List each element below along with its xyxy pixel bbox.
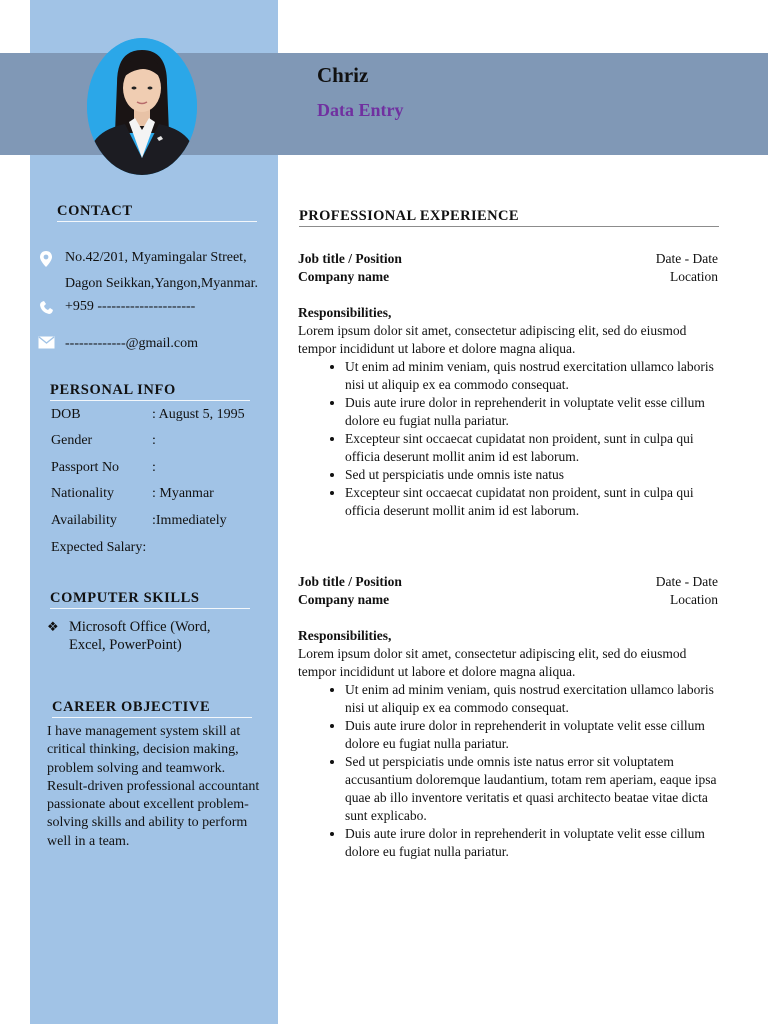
- job-location: Location: [670, 269, 718, 284]
- list-item: • Duis aute irure dolor in reprehenderit in voluptate velit esse cillum dolore eu fugiat nulla pariatur.: [345, 394, 718, 430]
- responsibilities-label: Responsibilities,: [298, 305, 392, 320]
- contact-phone: [38, 299, 195, 320]
- phone-icon: [38, 299, 65, 315]
- skill-item: [47, 618, 239, 654]
- list-item: • Duis aute irure dolor in reprehenderit in voluptate velit esse cillum dolore eu fugiat nulla pariatur.: [345, 717, 718, 753]
- job-title-row: [298, 250, 718, 268]
- job-title: Job title / Position: [298, 574, 402, 589]
- address-line-2: Dagon Seikkan,Yangon,Myanmar.: [65, 276, 259, 291]
- job-entry: [298, 573, 718, 861]
- candidate-name: Chriz: [317, 63, 369, 87]
- info-value: : Myanmar: [152, 486, 214, 501]
- company-row: [298, 268, 718, 286]
- info-row-availability: [51, 513, 227, 529]
- candidate-role: Data Entry: [317, 100, 404, 120]
- profile-photo: [87, 38, 197, 175]
- info-value: :: [152, 433, 156, 448]
- info-label: Availability: [51, 513, 117, 528]
- info-row-dob: [51, 407, 245, 423]
- info-label: Gender: [51, 433, 93, 448]
- job-location: Location: [670, 592, 718, 607]
- list-item: • Sed ut perspiciatis unde omnis iste natus error sit voluptatem accusantium doloremque laudantium, totam rem aperiam, eaque ipsa quae ab illo inventore veritatis et quasi architecto beatae vitae dicta sunt explicabo.: [345, 753, 718, 825]
- job-title: Job title / Position: [298, 251, 402, 266]
- info-label: Expected Salary:: [51, 540, 147, 555]
- info-row-passport: [51, 460, 156, 476]
- list-item: • Duis aute irure dolor in reprehenderit in voluptate velit esse cillum dolore eu fugiat nulla pariatur.: [345, 825, 718, 861]
- career-objective-heading: CAREER OBJECTIVE: [52, 699, 252, 718]
- company-name: Company name: [298, 269, 390, 284]
- email-icon: [38, 336, 65, 349]
- responsibilities-text: Lorem ipsum dolor sit amet, consectetur adipiscing elit, sed do eiusmod tempor incididunt ut labore et dolore magna aliqua.: [298, 323, 687, 356]
- email-text: -------------@gmail.com: [65, 336, 198, 351]
- diamond-bullet-icon: ❖: [47, 619, 59, 634]
- job-dates: Date - Date: [655, 574, 718, 589]
- company-row: [298, 591, 718, 609]
- info-value: :Immediately: [152, 513, 227, 528]
- list-item: • Ut enim ad minim veniam, quis nostrud exercitation ullamco laboris nisi ut aliquip ex ea commodo consequat.: [345, 358, 718, 394]
- info-value: :: [152, 460, 156, 475]
- address-line-1: No.42/201, Myamingalar Street,: [65, 250, 247, 265]
- location-pin-icon: [38, 250, 65, 268]
- company-name: Company name: [298, 592, 390, 607]
- info-label: Passport No: [51, 460, 120, 475]
- info-row-expected-salary: [51, 540, 146, 556]
- list-item: • Ut enim ad minim veniam, quis nostrud exercitation ullamco laboris nisi ut aliquip ex ea commodo consequat.: [345, 681, 718, 717]
- skill-text: Microsoft Office (Word, Excel, PowerPoint): [69, 619, 211, 653]
- computer-skills-heading: COMPUTER SKILLS: [50, 590, 250, 609]
- list-item: • Excepteur sint occaecat cupidatat non proident, sunt in culpa qui officia deserunt mollit anim id est laborum.: [345, 484, 718, 520]
- list-item: • Sed ut perspiciatis unde omnis iste natus: [345, 466, 718, 484]
- contact-heading: CONTACT: [57, 203, 257, 222]
- job-entry: [298, 250, 718, 520]
- professional-experience-heading: PROFESSIONAL EXPERIENCE: [299, 208, 719, 227]
- info-label: Nationality: [51, 486, 114, 501]
- responsibilities-label: Responsibilities,: [298, 628, 392, 643]
- job-dates: Date - Date: [655, 251, 718, 266]
- personal-info-heading: PERSONAL INFO: [50, 382, 250, 401]
- contact-address: [38, 250, 258, 297]
- phone-text: +959 ---------------------: [65, 299, 196, 314]
- list-item: • Excepteur sint occaecat cupidatat non proident, sunt in culpa qui officia deserunt mollit anim id est laborum.: [345, 430, 718, 466]
- job-title-row: [298, 573, 718, 591]
- career-objective-text: I have management system skill at critical thinking, decision making, problem solving and teamwork. Result-driven professional accountant passionate about excellent problem-solving skills and ability to perform well in a team.: [47, 724, 260, 849]
- responsibilities-list: [298, 681, 718, 861]
- responsibilities-list: [298, 358, 718, 520]
- info-row-nationality: [51, 486, 214, 502]
- info-value: : August 5, 1995: [152, 407, 245, 422]
- info-label: DOB: [51, 407, 81, 422]
- contact-email: [38, 336, 198, 357]
- info-row-gender: [51, 433, 156, 449]
- responsibilities-text: Lorem ipsum dolor sit amet, consectetur adipiscing elit, sed do eiusmod tempor incididunt ut labore et dolore magna aliqua.: [298, 646, 687, 679]
